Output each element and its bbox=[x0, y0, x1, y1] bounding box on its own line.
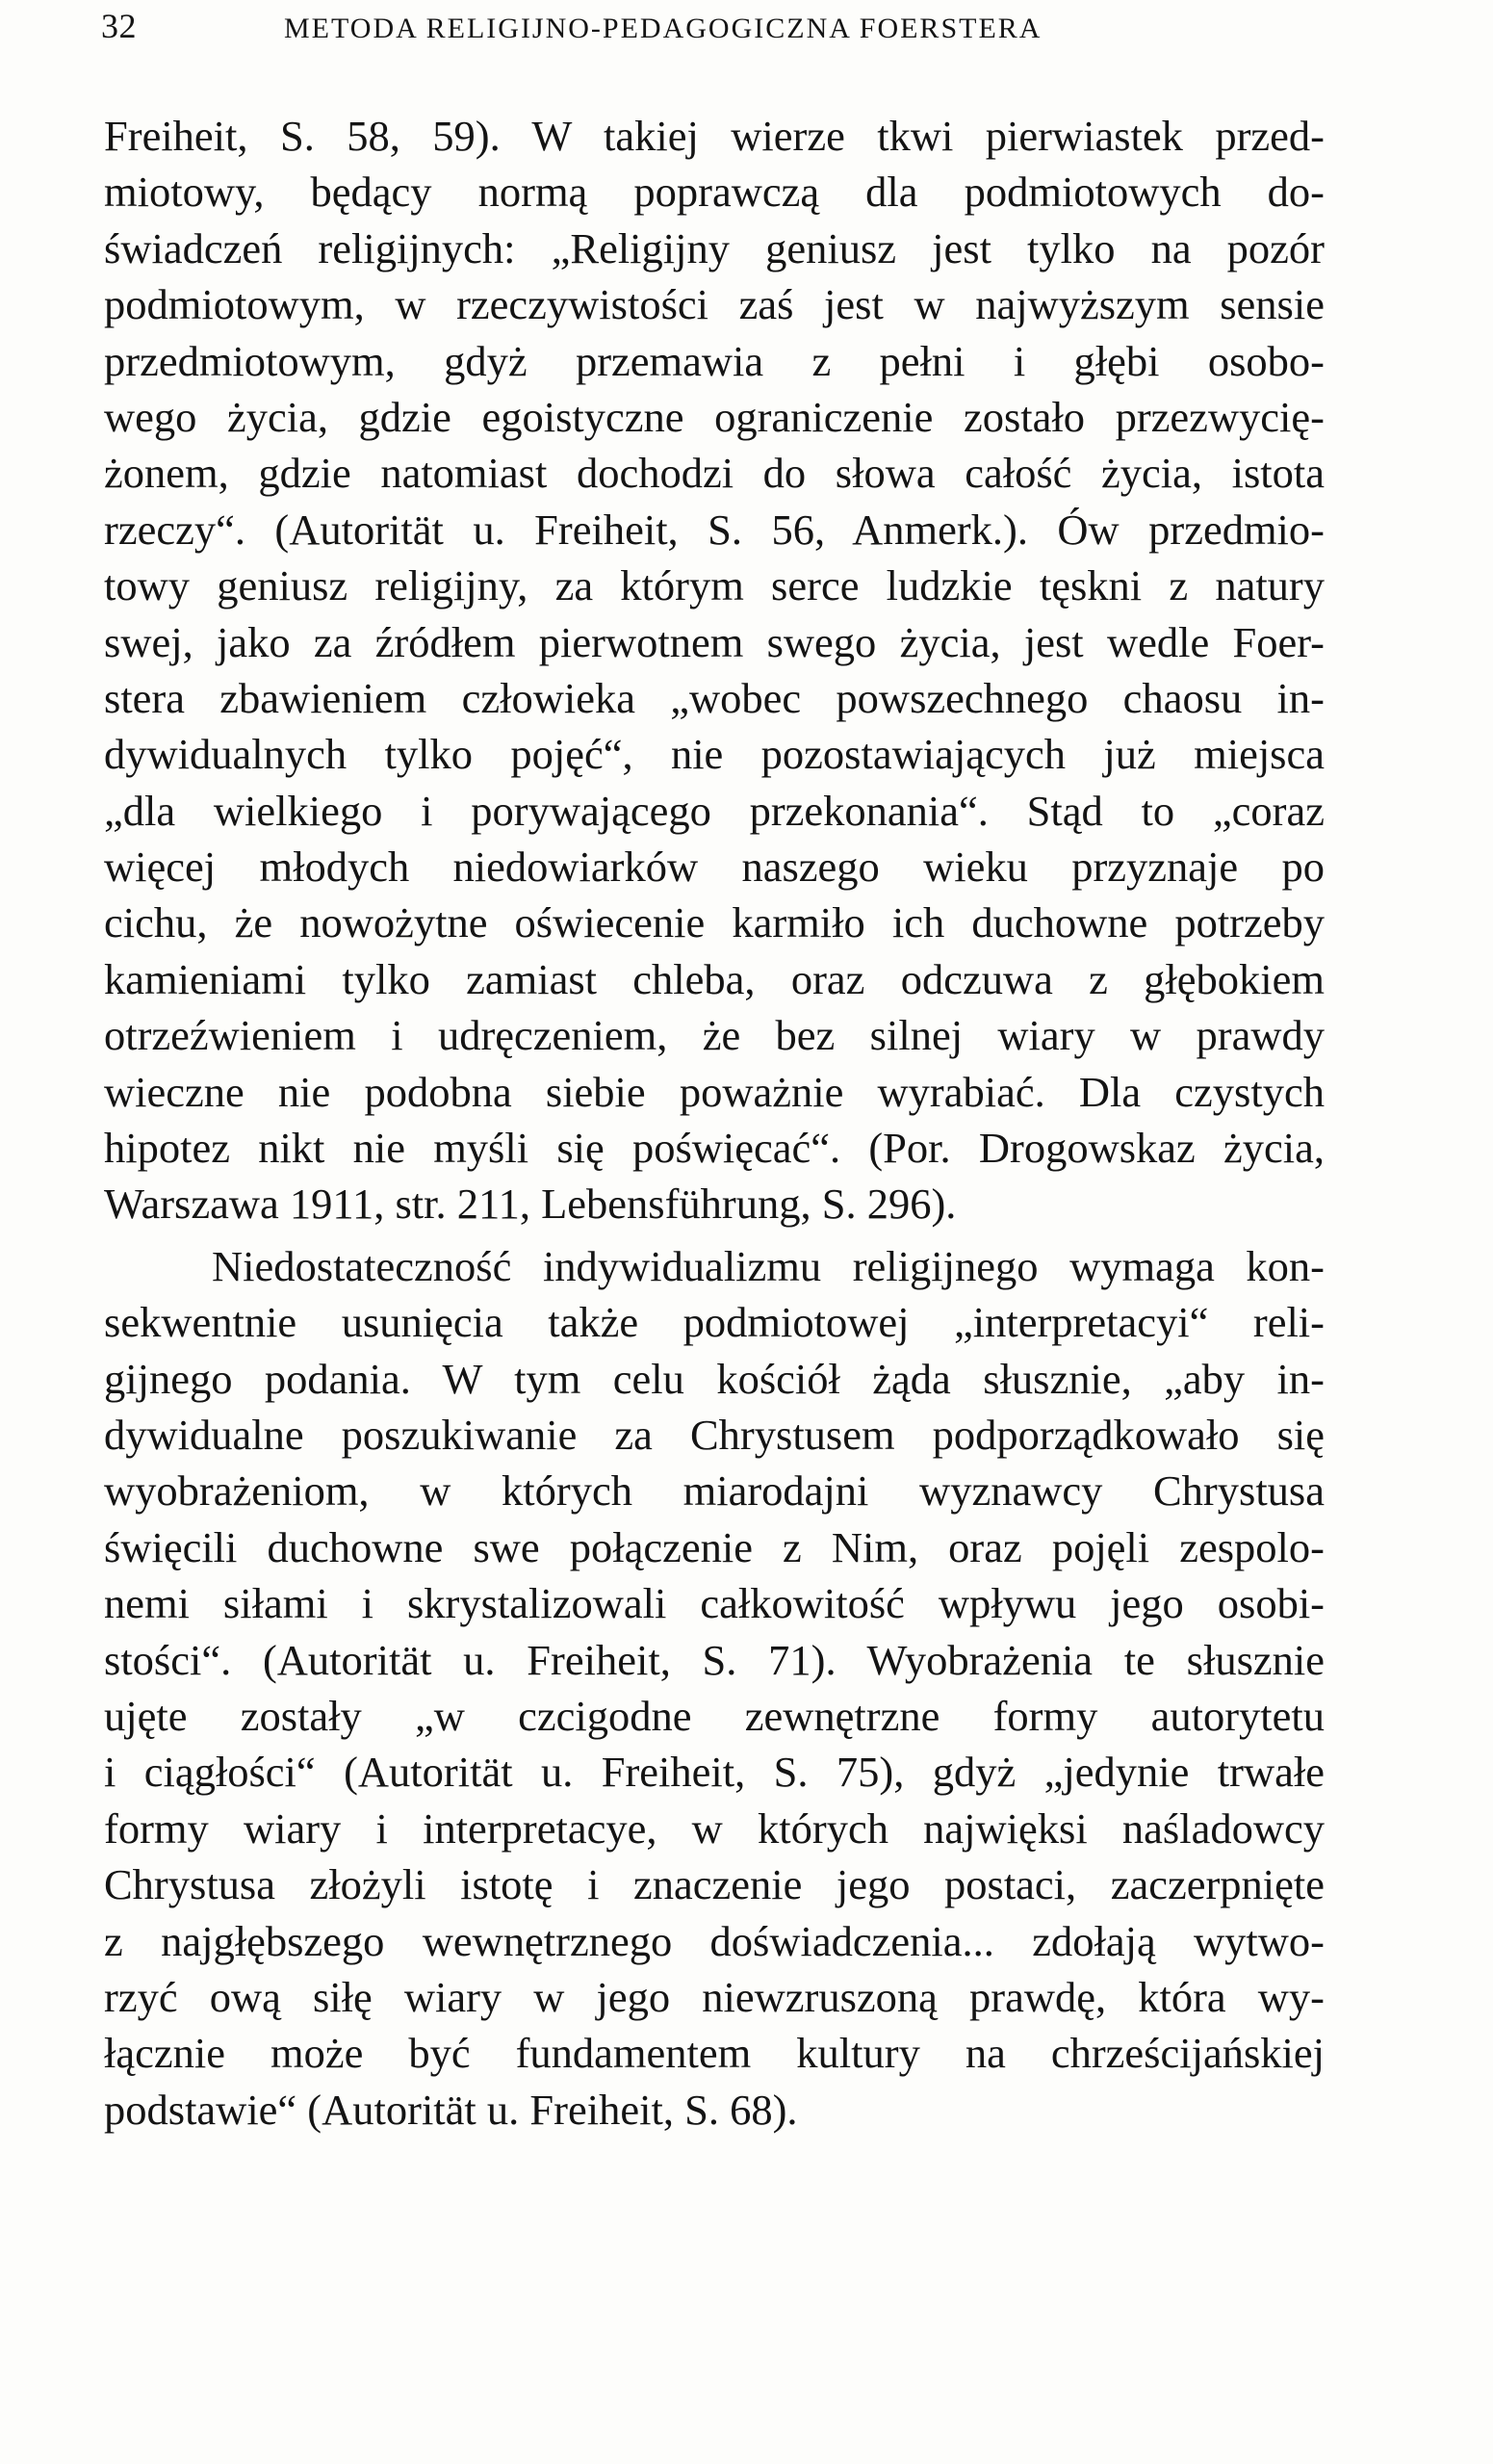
text-line: otrzeźwieniem i udręczeniem, że bez silnej wiary w prawdy bbox=[104, 1011, 1325, 1060]
text-line: swej, jako za źródłem pierwotnem swego życia, jest wedle Foer- bbox=[104, 617, 1325, 666]
text-line: dywidualne poszukiwanie za Chrystusem podporządkowało się bbox=[104, 1410, 1325, 1459]
text-line: wieczne nie podobna siebie poważnie wyrabiać. Dla czystych bbox=[104, 1067, 1325, 1116]
text-line: i ciągłości“ (Autorität u. Freiheit, S. 75), gdyż „jedynie trwałe bbox=[104, 1748, 1325, 1797]
text-line: kamieniami tylko zamiast chleba, oraz odczuwa z głębokiem bbox=[104, 954, 1325, 1003]
text-line: rzeczy“. (Autorität u. Freiheit, S. 56, Anmerk.). Ów przedmio- bbox=[104, 505, 1325, 554]
text-line: wyobrażeniom, w których miarodajni wyznawcy Chrystusa bbox=[104, 1466, 1325, 1516]
text-line: gijnego podania. W tym celu kościół żąda słusznie, „aby in- bbox=[104, 1354, 1325, 1403]
text-line: święcili duchowne swe połączenie z Nim, oraz pojęli zespolo- bbox=[104, 1522, 1325, 1571]
text-line: nemi siłami i skrystalizowali całkowitość wpływu jego osobi- bbox=[104, 1579, 1325, 1628]
text-line: sekwentnie usunięcia także podmiotowej „interpretacyi“ reli- bbox=[104, 1298, 1325, 1347]
page-header bbox=[101, 6, 1377, 56]
text-line: rzyć ową siłę wiary w jego niewzruszoną prawdę, która wy- bbox=[104, 1972, 1325, 2021]
text-line: więcej młodych niedowiarków naszego wieku przyznaje po bbox=[104, 843, 1325, 892]
body-text bbox=[104, 108, 1325, 2138]
text-line: dywidualnych tylko pojęć“, nie pozostawiających już miejsca bbox=[104, 730, 1325, 779]
text-line: podstawie“ (Autorität u. Freiheit, S. 68). bbox=[104, 2085, 798, 2134]
text-line: ujęte zostały „w czcigodne zewnętrzne formy autorytetu bbox=[104, 1691, 1325, 1740]
paragraph-1 bbox=[104, 108, 1325, 1232]
text-line: formy wiary i interpretacye, w których najwięksi naśladowcy bbox=[104, 1803, 1325, 1853]
text-line: łącznie może być fundamentem kultury na chrześcijańskiej bbox=[104, 2029, 1325, 2078]
text-line: hipotez nikt nie myśli się poświęcać“. (Por. Drogowskaz życia, bbox=[104, 1124, 1325, 1173]
text-line: miotowy, będący normą poprawczą dla podmiotowych do- bbox=[104, 168, 1325, 217]
text-line: „dla wielkiego i porywającego przekonania“. Stąd to „coraz bbox=[104, 786, 1325, 835]
text-line: świadczeń religijnych: „Religijny geniusz jest tylko na pozór bbox=[104, 223, 1325, 272]
text-line: stera zbawieniem człowieka „wobec powszechnego chaosu in- bbox=[104, 673, 1325, 722]
running-head: METODA RELIGIJNO-PEDAGOGICZNA FOERSTERA bbox=[284, 13, 1043, 44]
text-line: z najgłębszego wewnętrznego doświadczenia... zdołają wytwo- bbox=[104, 1916, 1325, 1965]
text-line: Freiheit, S. 58, 59). W takiej wierze tkwi pierwiastek przed- bbox=[104, 112, 1325, 160]
page-number: 32 bbox=[101, 7, 137, 45]
text-line: Niedostateczność indywidualizmu religijnego wymaga kon- bbox=[212, 1241, 1325, 1290]
text-line: stości“. (Autorität u. Freiheit, S. 71). Wyobrażenia te słusznie bbox=[104, 1635, 1325, 1684]
text-line: wego życia, gdzie egoistyczne ograniczenie zostało przezwycię- bbox=[104, 392, 1325, 441]
text-line: Chrystusa złożyli istotę i znaczenie jego postaci, zaczerpnięte bbox=[104, 1860, 1325, 1909]
paragraph-2 bbox=[104, 1238, 1325, 2138]
text-line: przedmiotowym, gdyż przemawia z pełni i głębi osobo- bbox=[104, 336, 1325, 385]
text-line: cichu, że nowożytne oświecenie karmiło ich duchowne potrzeby bbox=[104, 898, 1325, 947]
text-line: towy geniusz religijny, za którym serce ludzkie tęskni z natury bbox=[104, 561, 1325, 610]
text-line: Warszawa 1911, str. 211, Lebensführung, S. 296). bbox=[104, 1180, 957, 1229]
text-line: żonem, gdzie natomiast dochodzi do słowa całość życia, istota bbox=[104, 449, 1325, 498]
text-line: podmiotowym, w rzeczywistości zaś jest w najwyższym sensie bbox=[104, 280, 1325, 329]
